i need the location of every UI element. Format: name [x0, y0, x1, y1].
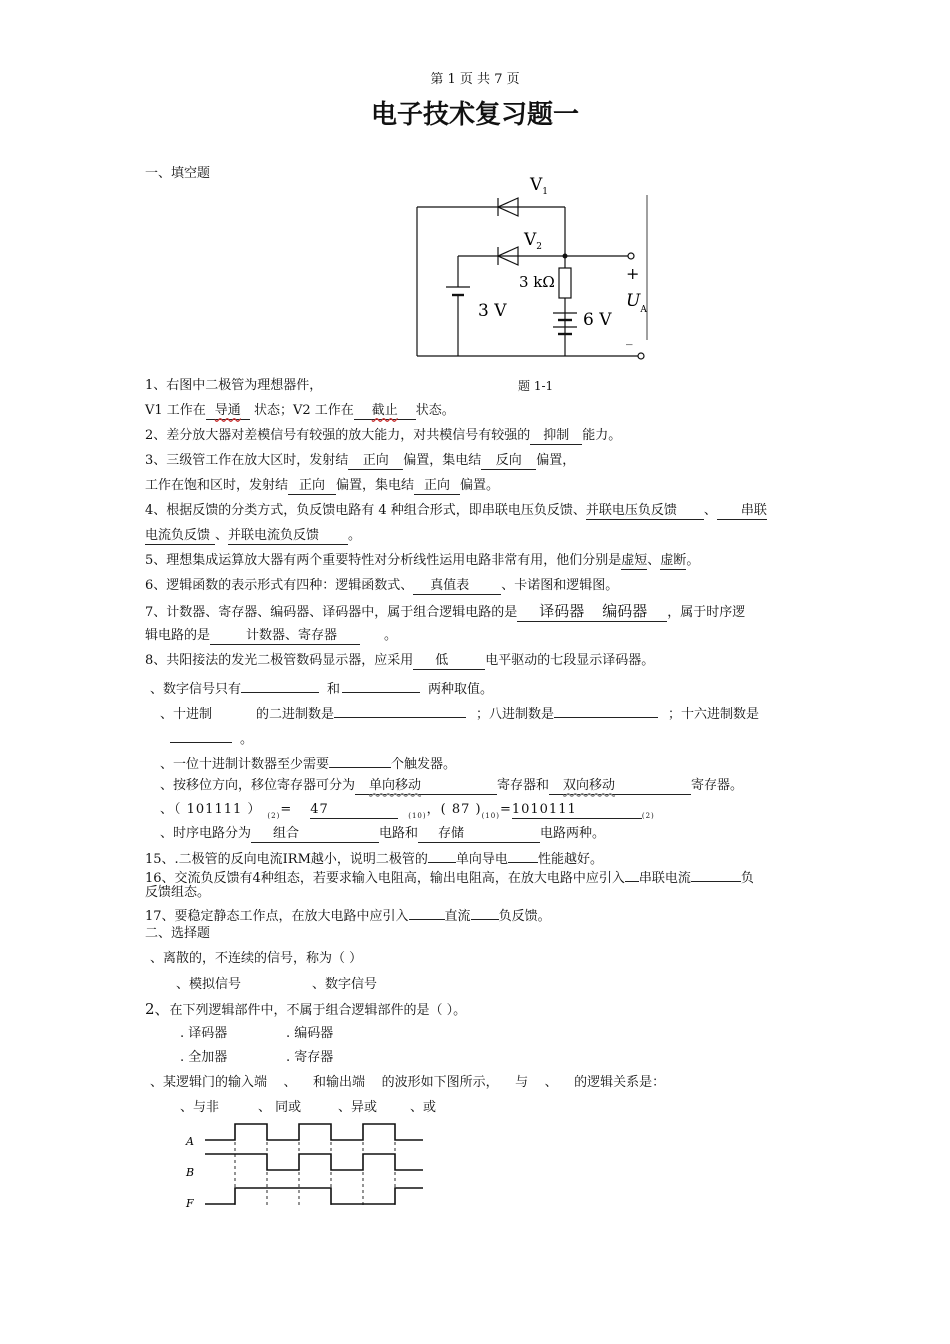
text: 个触发器。	[391, 757, 457, 772]
text: 2、	[145, 1000, 170, 1018]
text: 2、差分放大器对差模信号有较强的放大能力，对共模信号有较强的	[145, 428, 531, 443]
answer-blank	[554, 703, 658, 718]
text: 和	[327, 682, 341, 697]
text: 能力。	[582, 428, 622, 443]
text: 的二进制数是	[256, 707, 335, 722]
answer-blank: 双向移动	[549, 778, 691, 795]
q13	[160, 802, 655, 824]
text: 17、要稳定静态工作点，在放大电路中应引入	[145, 909, 409, 924]
answer-blank	[428, 848, 456, 863]
text: 寄存器。	[691, 778, 744, 793]
text: 工作在饱和区时，发射结	[145, 478, 289, 493]
subscript: (2)	[267, 812, 281, 820]
text: 负	[740, 871, 754, 886]
answer-blank	[625, 867, 639, 882]
choice3-option-c[interactable]: 、异或	[338, 1100, 378, 1115]
answer-blank: 47	[310, 802, 398, 819]
answer-blank: 正向	[288, 478, 336, 495]
section-fill-blank: 一、填空题	[145, 166, 211, 181]
text: 辑电路的是	[145, 628, 211, 643]
answer-blank: 截止	[354, 403, 416, 420]
text: =	[280, 802, 293, 817]
answer: 串联电流	[638, 871, 691, 886]
q17	[145, 905, 551, 925]
choice3-option-d[interactable]: 、或	[410, 1100, 437, 1115]
text: 。	[686, 553, 700, 568]
text: 状态。	[415, 403, 455, 418]
subscript: (10)	[408, 812, 427, 820]
q5	[145, 553, 699, 570]
answer-blank: 虚短	[621, 553, 648, 568]
text: 偏置，集电结	[403, 453, 482, 468]
text: 7、计数器、寄存器、编码器、译码器中，属于组合逻辑电路的是	[145, 605, 518, 620]
q1-line1: 1、右图中二极管为理想器件，	[145, 378, 323, 393]
q4-line2	[145, 528, 361, 545]
choice3-option-b[interactable]: 、 同或	[258, 1100, 302, 1115]
answer: 单向导电	[455, 852, 508, 867]
answer-blank: 反向	[481, 453, 536, 470]
q4-line1	[145, 503, 767, 520]
text: =	[499, 802, 512, 817]
text: 。	[348, 528, 362, 543]
answer-blank	[691, 867, 741, 882]
answer-blank: 真值表	[413, 578, 501, 595]
answer-blank: 抑制	[530, 428, 582, 445]
text: 8、共阳接法的发光二极管数码显示器，应采用	[145, 653, 414, 668]
choice2-option-a[interactable]: . 译码器	[180, 1026, 228, 1041]
text: 电路两种。	[540, 826, 606, 841]
answer-blank	[471, 905, 499, 920]
text: ；八进制数是	[476, 707, 555, 722]
text: 、卡诺图和逻辑图。	[501, 578, 619, 593]
q1-line2	[145, 403, 455, 420]
answer-blank: 并联电压负反馈	[586, 503, 704, 520]
text: 电路和	[379, 826, 419, 841]
q6	[145, 578, 618, 595]
answer: 直流	[444, 909, 471, 924]
q9	[150, 678, 493, 698]
choice2-option-b[interactable]: . 编码器	[286, 1026, 334, 1041]
answer-blank: 计数器、寄存器	[210, 628, 360, 645]
choice1-option-a[interactable]: 、模拟信号	[176, 977, 242, 992]
text: ，属于时序逻	[667, 605, 746, 620]
answer-blank: 译码器 编码器	[517, 603, 667, 622]
choice3-question: 、某逻辑门的输入端 、 和输出端 的波形如下图所示， 与 、 的逻辑关系是：	[150, 1075, 666, 1090]
answer-blank: 存储	[418, 826, 540, 843]
wave-label-f: F	[186, 1197, 194, 1210]
text: 。	[240, 732, 254, 747]
text: 偏置，	[536, 453, 576, 468]
q7-line2	[145, 628, 397, 645]
text: 寄存器和	[497, 778, 550, 793]
text: 、（ 101111 ）	[160, 802, 262, 817]
diode-circuit-diagram	[400, 170, 660, 400]
text: 、一位十进制计数器至少需要	[160, 757, 330, 772]
text: 性能越好。	[537, 852, 603, 867]
answer-blank	[170, 728, 232, 743]
figure-caption: 题 1-1	[518, 379, 554, 393]
plus-label: +	[626, 264, 640, 283]
q15	[145, 848, 603, 868]
text: 、按移位方向，移位寄存器可分为	[160, 778, 356, 793]
text: ，( 87 )	[426, 802, 482, 817]
text: 在下列逻辑部件中，不属于组合逻辑部件的是（ ）。	[169, 1003, 467, 1018]
q11	[160, 753, 456, 773]
subscript: (10)	[481, 812, 500, 820]
answer: 串联电压负反馈	[481, 503, 573, 518]
text: 、十进制	[160, 707, 213, 722]
text: 。	[384, 628, 398, 643]
battery-6v-label: 6 V	[583, 310, 612, 330]
answer-blank: 电流负反馈	[145, 528, 215, 545]
v1-label: $V_1$	[530, 175, 549, 197]
page-number-header: 第 1 页 共 7 页	[430, 72, 520, 87]
text: 两种取值。	[428, 682, 494, 697]
text: 偏置，集电结	[336, 478, 415, 493]
answer-blank	[508, 848, 538, 863]
q3-line1	[145, 453, 575, 470]
text: 偏置。	[460, 478, 500, 493]
text: 、	[647, 553, 661, 568]
text: 4、根据反馈的分类方式，负反馈电路有 4 种组合形式，即	[145, 503, 482, 518]
text: V1 工作在	[145, 403, 206, 418]
text: ；十六进制数是	[668, 707, 760, 722]
choice2-option-c[interactable]: . 全加器	[180, 1050, 228, 1065]
text: 、时序电路分为	[160, 826, 252, 841]
text: 状态；V2 工作在	[253, 403, 354, 418]
q16-line1	[145, 867, 754, 887]
subscript: (2)	[641, 812, 655, 820]
text: 、	[572, 503, 586, 518]
text: 3、三级管工作在放大区时，发射结	[145, 453, 349, 468]
text: 、	[215, 528, 229, 543]
resistor-label: 3 kΩ	[519, 273, 555, 291]
q10-line2	[170, 728, 253, 748]
answer-blank: 组合	[251, 826, 379, 843]
answer-blank	[334, 703, 466, 718]
answer-blank	[409, 905, 445, 920]
battery-3v-label: 3 V	[478, 301, 507, 321]
section-multiple-choice: 二、选择题	[145, 926, 211, 941]
answer-blank: 串联	[717, 503, 767, 520]
text: 、	[703, 503, 717, 518]
page-title: 电子技术复习题一	[370, 100, 579, 130]
answer-blank	[329, 753, 391, 768]
wave-label-b: B	[186, 1166, 195, 1179]
q8	[145, 653, 654, 670]
text: 5、理想集成运算放大器有两个重要特性对分析线性运用电路非常有用，他们分别是	[145, 553, 622, 568]
q12	[160, 778, 743, 795]
v2-label: $V_2$	[524, 230, 543, 252]
q2	[145, 428, 621, 445]
text: 15、.二极管的反向电流IRM越小，说明二极管的	[145, 852, 428, 867]
choice1-question: 、离散的，不连续的信号，称为（ ）	[150, 951, 363, 966]
answer-blank: 正向	[348, 453, 403, 470]
answer-blank	[241, 678, 319, 693]
choice3-option-a[interactable]: 、与非	[180, 1100, 220, 1115]
q10-line1	[160, 703, 759, 723]
answer-blank: 导通	[206, 403, 250, 420]
wave-label-a: A	[186, 1135, 194, 1148]
q14	[160, 826, 605, 843]
answer-blank: 虚断	[660, 553, 687, 568]
waveform-diagram	[180, 1118, 430, 1218]
ua-label: $U_A$	[626, 291, 647, 315]
choice2-question	[145, 1001, 466, 1019]
text: 16、交流负反馈有4种组态，若要求输入电阻高，输出电阻高，在放大电路中应引入	[145, 871, 625, 886]
answer-blank: 低	[413, 653, 485, 670]
q3-line2	[145, 478, 499, 495]
minus-label: _	[626, 331, 633, 346]
answer-blank: 单向移动	[355, 778, 497, 795]
text: 6、逻辑函数的表示形式有四种：逻辑函数式、	[145, 578, 414, 593]
choice2-option-d[interactable]: . 寄存器	[286, 1050, 334, 1065]
q7-line1	[145, 603, 745, 622]
answer-blank	[342, 678, 420, 693]
text: 、数字信号只有	[150, 682, 242, 697]
answer-blank: 1010111	[512, 802, 642, 819]
answer-blank: 正向	[414, 478, 460, 495]
text: 电平驱动的七段显示译码器。	[485, 653, 655, 668]
text: 负反馈。	[498, 909, 551, 924]
q16-line2: 反馈组态。	[145, 885, 211, 900]
choice1-option-b[interactable]: 、数字信号	[312, 977, 378, 992]
answer-blank: 并联电流负反馈	[228, 528, 348, 545]
